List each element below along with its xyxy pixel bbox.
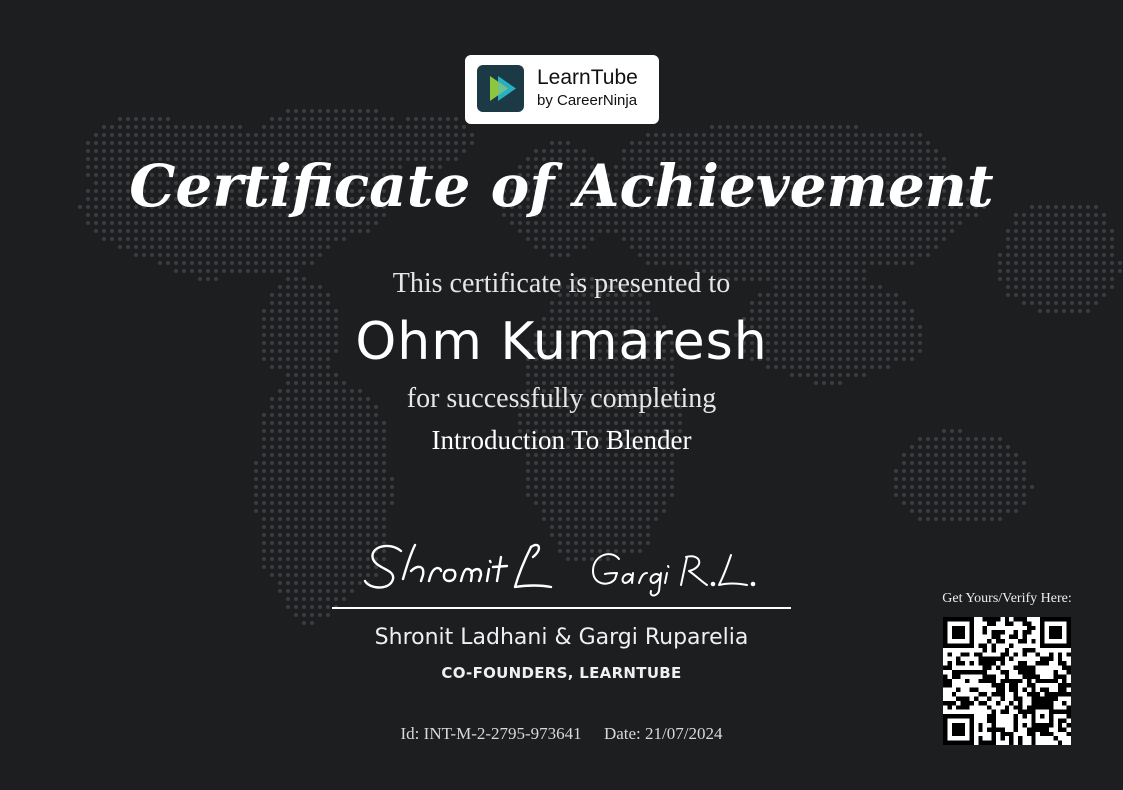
signature-gargi: [593, 554, 754, 595]
id-label: Id:: [400, 724, 420, 743]
certificate-title: Certificate of Achievement: [129, 152, 994, 220]
signatures: [355, 535, 775, 600]
signature-line: [332, 607, 791, 609]
brand-name: LearnTube: [537, 66, 638, 89]
date-value: 21/07/2024: [645, 724, 723, 743]
brand-tagline: by CareerNinja: [537, 92, 638, 109]
qr-code-icon[interactable]: [943, 617, 1071, 745]
id-value: INT-M-2-2795-973641: [423, 724, 582, 743]
course-name: Introduction To Blender: [431, 425, 692, 455]
brand-logo: [465, 55, 659, 124]
signature-shronit: [365, 545, 551, 588]
verify-label: Get Yours/Verify Here:: [942, 591, 1072, 606]
play-arrows-logo-icon: [477, 65, 524, 112]
completion-text: for successfully completing: [406, 383, 717, 414]
date-label: Date:: [603, 724, 641, 743]
presented-to-text: This certificate is presented to: [392, 268, 731, 299]
signers-role: CO-FOUNDERS, LEARNTUBE: [441, 664, 682, 682]
recipient-name: Ohm Kumaresh: [355, 312, 768, 372]
signers-names: Shronit Ladhani & Gargi Ruparelia: [374, 625, 749, 650]
